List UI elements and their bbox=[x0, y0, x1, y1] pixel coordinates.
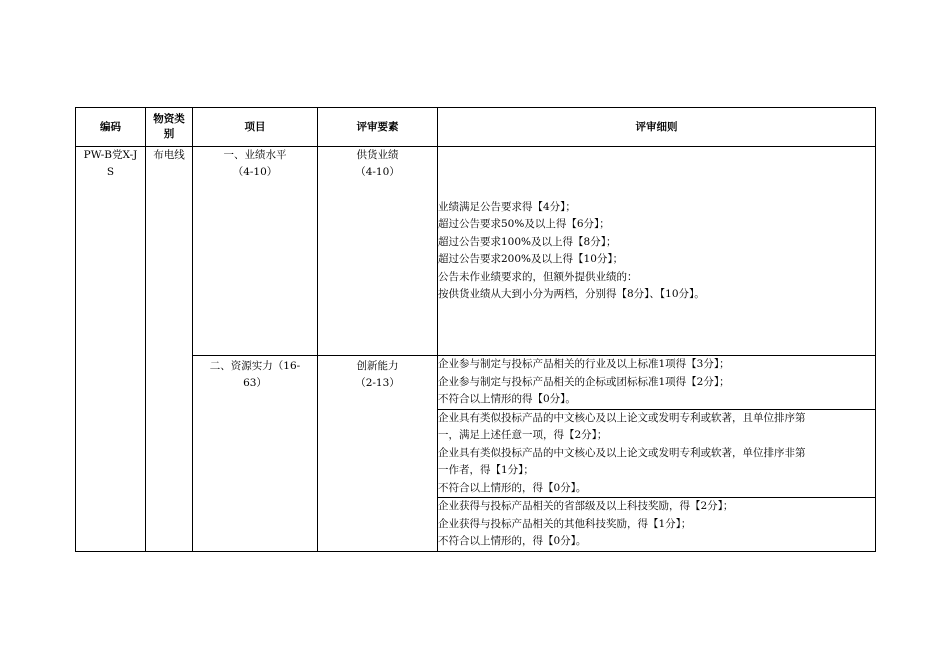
element-supply-range: （4-10） bbox=[355, 166, 400, 178]
detail-line: 一作者，得【1分】； bbox=[438, 464, 534, 476]
element-innovation-cell bbox=[318, 356, 438, 552]
material-code-cell bbox=[76, 147, 146, 552]
header-element: 评审要素 bbox=[318, 108, 438, 147]
element-supply-cell bbox=[318, 147, 438, 356]
header-item: 项目 bbox=[193, 108, 318, 147]
scoring-table bbox=[75, 107, 876, 552]
item-performance-title: 一、业绩水平 bbox=[223, 149, 287, 161]
detail-line: 不符合以上情形的，得【0分】。 bbox=[438, 481, 587, 494]
detail-line: 企业具有类似投标产品的中文核心及以上论文或发明专利或软著，单位排序非第 bbox=[438, 446, 806, 459]
detail-line: 企业参与制定与投标产品相关的企标或团标标准1项得【2分】； bbox=[438, 375, 730, 388]
detail-line: 企业获得与投标产品相关的其他科技奖励，得【1分】； bbox=[438, 517, 692, 530]
detail-line: 不符合以上情形的，得【0分】。 bbox=[438, 535, 587, 547]
item-resource-cell bbox=[193, 356, 318, 552]
item-performance-range: （4-10） bbox=[232, 166, 278, 178]
detail-line: 按供货业绩从大到小分为两档，分别得【8分】、【10分】。 bbox=[438, 288, 705, 300]
element-innovation-range: （2-13） bbox=[355, 377, 400, 389]
material-category: 布电线 bbox=[153, 149, 185, 161]
detail-patents-cell bbox=[438, 409, 876, 498]
detail-line: 超过公告要求200%及以上得【10分】； bbox=[438, 253, 624, 265]
detail-line: 一，满足上述任意一项，得【2分】； bbox=[438, 429, 608, 441]
item-resource-title: 二、资源实力（16- bbox=[209, 360, 301, 372]
header-detail: 评审细则 bbox=[438, 108, 876, 147]
detail-line: 公告未作业绩要求的，但额外提供业绩的： bbox=[438, 270, 638, 283]
header-category bbox=[146, 108, 193, 147]
element-supply-title: 供货业绩 bbox=[356, 149, 399, 161]
header-category-text: 物资类别 bbox=[153, 113, 185, 140]
header-code: 编码 bbox=[76, 108, 146, 147]
item-performance-cell bbox=[193, 147, 318, 356]
header-row bbox=[76, 108, 876, 147]
detail-line: 业绩满足公告要求得【4分】； bbox=[438, 200, 576, 213]
element-innovation-title: 创新能力 bbox=[356, 360, 399, 372]
detail-standards-cell bbox=[438, 356, 876, 410]
item-resource-range: 63） bbox=[243, 377, 267, 389]
detail-line: 企业参与制定与投标产品相关的行业及以上标准1项得【3分】； bbox=[438, 358, 730, 370]
detail-line: 企业获得与投标产品相关的省部级及以上科技奖励，得【2分】； bbox=[438, 500, 734, 512]
material-category-cell bbox=[146, 147, 193, 552]
detail-line: 不符合以上情形的得【0分】。 bbox=[438, 393, 576, 405]
detail-performance-cell bbox=[438, 147, 876, 356]
table-row bbox=[76, 356, 876, 410]
material-code: PW-B党X-JS bbox=[83, 149, 138, 178]
detail-awards-cell bbox=[438, 498, 876, 552]
table-row bbox=[76, 147, 876, 356]
detail-line: 超过公告要求50%及以上得【6分】； bbox=[438, 218, 610, 230]
detail-line: 超过公告要求100%及以上得【8分】； bbox=[438, 235, 617, 248]
detail-line: 企业具有类似投标产品的中文核心及以上论文或发明专利或软著，且单位排序第 bbox=[438, 411, 806, 424]
